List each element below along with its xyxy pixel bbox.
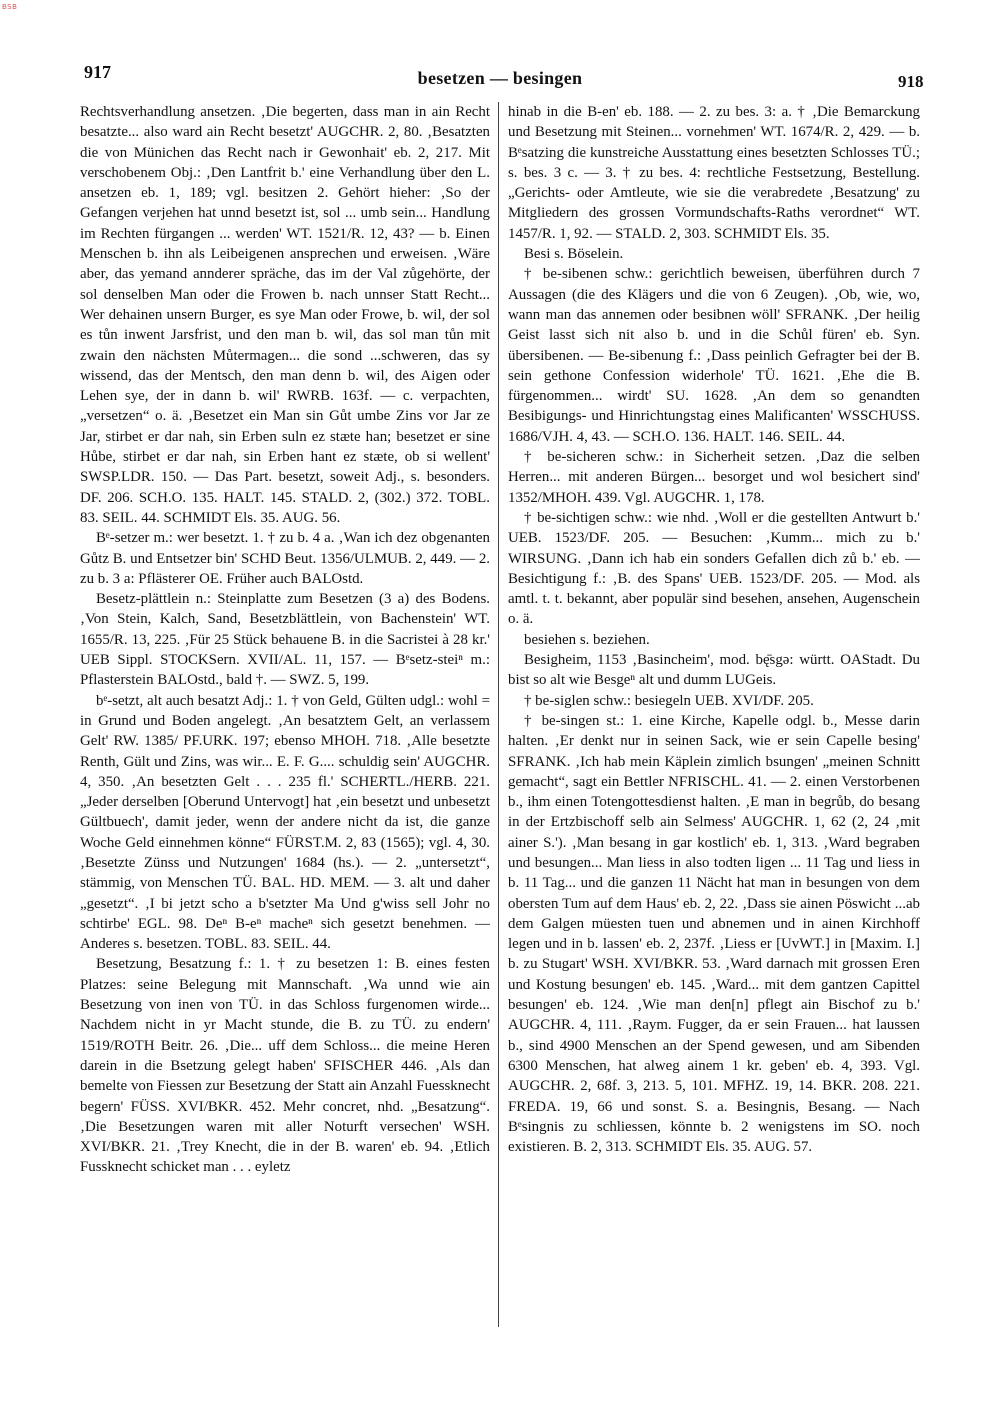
entry-paragraph: † be-singen st.: 1. eine Kirche, Kapelle odgl. b., Messe darin halten. ‚Er denkt nur in seinen Sack, wie er sein Capelle besing' SFRANK. ‚Ich hab mein Käplein zimlich bsungen' „meinen Schnitt gemacht“, sagt ein Bettler NFRISCHL. 41. — 2. einen Verstorbenen b., ihm einen Totengottesdienst halten. ‚E man in begrůb, do besang in der Ertzbischoff selb ain Selmess' AUGCHR. 1, 62 (2, 24 ‚mit ainer S.'). ‚Man besang in gar kostlich' eb. 1, 313. ‚Ward begraben und besungen... Man liess in also todten ligen ... 11 Tag und liess in b. 11 Tag... und die ganzen 11 Nächt hat man in besungen von dem obersten Tum auf dem Haus' eb. 2, 22. ‚Dass sie ainen Pöswicht ...ab dem Galgen müesten tuen und abnemen und in ainen Kirchhoff legen und in b. lassen' eb. 2, 237f. ‚Liess er [UvWT.] in [Maxim. I.] b. zu Stugart' WSH. XVI/BKR. 53. ‚Ward darnach mit grossen Eren und Kostung besungen' eb. 145. ‚Ward... mit dem gantzen Capittel besungen' eb. 124. ‚Wie man den[n] pflegt ain Bischof zu b.' AUGCHR. 4, 111. ‚Raym. Fugger, da er sein Frauen... hat laussen b., sind 4900 Menschen an der Spend gewesen, und am Sibenden 6300 Menschen, hat alweg ainem 1 kr. geben' eb. 4, 393. Vgl. AUGCHR. 2, 68f. 3, 213. 5, 101. MFHZ. 19, 14. BKR. 208. 221. FREDA. 19, 66 und sonst. S. a. Besingnis, Besang. — Nach Bᵉsingnis zu schliessen, könnte b. 2 wenigstens im SO. noch existieren. B. 2, 313. SCHMIDT Els. 35. AUG. 57. bbox=[508, 712, 920, 1156]
entry-paragraph: Besi s. Böselein. bbox=[524, 246, 624, 263]
entry-paragraph: Rechtsverhandlung ansetzen. ‚Die begerten, dass man in ain Recht besatzte... also ward ain Recht besetzt' AUGCHR. 2, 80. ‚Besatzten die von Münichen das Recht nach ir Gewonhait' eb. 2, 217. Mit verschobenem Obj.: ‚Den Lantfrit b.' eine Verhandlung über den L. ansetzen eb. 1, 189; vgl. besitzen 2. Gehört hieher: ‚So der Gefangen verjehen hat unnd besetzt ist, sol ... umb sein... Handlung im Rechten fürgangen ... werden' WT. 1521/R. 12, 43? — b. Einen Menschen b. ihn als Leibeigenen ansprechen und erweisen. ‚Wäre aber, das yemand annderer spräche, das im der Val zůgehörte, der sol denselben Man oder die Frowen b. nach unnser Statt Recht... Wer dehainen unsern Burger, es sye Man oder Frowe, b. wil, der sol es tůn inwent Jarsfrist, und den man b. wil, das sol man tůn mit zwain den nächsten Můtermagen... die sond ...schweren, das sy wissend, das der Mentsch, den man denn b. wil, des Aigen oder Lehen sye, der in dann b. wil' RWRB. 163f. — c. verpachten, „versetzen“ o. ä. ‚Besetzet ein Man sin Gůt umbe Zins vor Jar ze Jar, stirbet er dar nah, sin Erben suln ez stæte han; besetzet er sine Hůbe, stirbet er dar nah, sin Erben hant ez stæte, ob si wellent' SWSP.LDR. 150. — Das Part. besetzt, soweit Adj., s. besonders. DF. 206. SCH.O. 135. HALT. 145. STALD. 2, (302.) 372. TOBL. 83. SEIL. 44. SCHMIDT Els. 35. AUG. 56. bbox=[80, 104, 490, 526]
entry-paragraph: † be-siglen schw.: besiegeln UEB. XVI/DF. 205. bbox=[524, 692, 814, 709]
entry-paragraph: Bᵉ-setzer m.: wer besetzt. 1. † zu b. 4 a. ‚Wan ich dez obgenanten Gůtz B. und Entsetzer bin' SCHD Beut. 1356/ULMUB. 2, 449. — 2. zu b. 3 a: Pflästerer OE. Früher auch BALOstd. bbox=[80, 530, 490, 587]
page-number-left: 917 bbox=[84, 62, 111, 82]
entry-paragraph: Besigheim, 1153 ‚Basincheim', mod. bę̄sgə: württ. OAStadt. Du bist so alt wie Besgeⁿ alt und dumm LUGeis. bbox=[508, 652, 920, 689]
page-header bbox=[0, 58, 1000, 91]
entry-paragraph: † be-sibenen schw.: gerichtlich beweisen, überführen durch 7 Aussagen (die des Klägers und die von 6 Zeugen). ‚Ob, wie, wo, wann man das annemen oder besibnen wöll' SFRANK. ‚Der heilig Geist lasst sich nit also b. und in die Schůl füren' eb. Syn. übersibenen. — Be-sibenung f.: ‚Dass peinlich Gefragter bei der B. sein gethone Confession widerhole' TÜ. 1621. ‚Ehe die B. fürgenommen... wirdt' SU. 1628. ‚An dem so genandten Besibigungs- und Hinrichtungstag eines Malificanten' WSSCHUSS. 1686/VJH. 4, 43. — SCH.O. 136. HALT. 146. SEIL. 44. bbox=[508, 266, 920, 445]
running-headword: besetzen — besingen bbox=[417, 68, 583, 88]
entry-paragraph: † be-sicheren schw.: in Sicherheit setzen. ‚Daz die selben Herren... mit anderen Bürgen... besorget und wol besichert sind' 1352/MHOH. 439. Vgl. AUGCHR. 1, 178. bbox=[508, 449, 920, 506]
entry-paragraph: † be-sichtigen schw.: wie nhd. ‚Woll er die gestellten Antwurt b.' UEB. 1523/DF. 205. — Besuchen: ‚Kumm... mich zu b.' WIRSUNG. ‚Dann ich hab ein sonders Gefallen dich zů b.' eb. — Besichtigung f.: ‚B. des Spans' UEB. 1523/DF. 205. — Mod. als amtl. t. t. bekannt, aber populär sind besehen, ansehen, Augenschein o. ä. bbox=[508, 509, 920, 628]
entry-paragraph: besiehen s. beziehen. bbox=[524, 631, 650, 648]
left-column bbox=[80, 102, 490, 1330]
entry-paragraph: Besetzung, Besatzung f.: 1. † zu besetzen 1: B. eines festen Platzes: seine Belegung mit Mannschaft. ‚Wa unnd wie ain Besetzung von inen von TÜ. in das Schloss furgenomen wirde... Nachdem nicht in yr Macht stunde, die B. zu TÜ. zu endern' 1519/ROTH Beitr. 26. ‚Die... uff dem Schloss... die meine Heren darein in die Bsetzung gelegt haben' SFISCHER 446. ‚Als dan bemelte von Fiessen zur Besetzung der Statt ain Anzahl Fuessknecht begern' FÜSS. XVI/BKR. 452. Mehr concret, nhd. „Besatzung“. ‚Die Besetzungen waren mit aller Noturft versechen' WSH. XVI/BKR. 21. ‚Trey Knecht, die in der B. waren' eb. 94. ‚Etlich Fussknecht schicket man . . . eyletz bbox=[80, 956, 490, 1176]
entry-paragraph: bᵉ-setzt, alt auch besatzt Adj.: 1. † von Geld, Gülten udgl.: wohl = in Grund und Boden angelegt. ‚An besatztem Gelt, an verlassem Gelt' RW. 1385/ PF.URK. 197; ebenso MHOH. 718. ‚Alle besetzte Renth, Gült und Zins, was wir... E. F. G.... schuldig sein' AUGCHR. 4, 350. ‚An besetzten Gelt . . . 235 fl.' SCHERTL./HERB. 221. „Jeder derselben [Oberund Untervogt] hat ‚ein besetzt und unbesetzt Gültbuech', damit jeder, wenn der andere nicht da ist, die ganze Woche Geld einnehmen könne“ FÜRST.M. 2, 83 (1565); vgl. 4, 30. ‚Besetzte Zünss und Nutzungen' 1684 (hs.). — 2. „untersetzt“, stämmig, von Menschen TÜ. BAL. HD. MEM. — 3. alt und daher „gesetzt“. ‚I bi jetzt scho a b'setzter Ma Und g'wiss sell Johr no schtirbe' EGL. 98. Deⁿ B-eⁿ macheⁿ sich gesetzt benehmen. — Anderes s. besetzen. TOBL. 83. SEIL. 44. bbox=[80, 692, 490, 953]
page-number-right: 918 bbox=[898, 72, 924, 91]
column-divider bbox=[498, 102, 499, 1327]
right-column bbox=[508, 102, 920, 1330]
entry-paragraph: hinab in die B-en' eb. 188. — 2. zu bes. 3: a. † ‚Die Bemarckung und Besetzung mit Steinen... vornehmen' WT. 1674/R. 2, 429. — b. Bᵉsatzing die kunstreiche Ausstattung eines besetzten Schlosses TÜ.; s. bes. 3 c. — 3. † zu bes. 4: rechtliche Festsetzung, Bestellung. „Gerichts- oder Amtleute, wie sie die verabredete ‚Besatzung' zu Mitgliedern des grossen Vormundschafts-Raths verordnet“ WT. 1457/R. 1, 92. — STALD. 2, 303. SCHMIDT Els. 35. bbox=[508, 104, 920, 242]
library-stamp: BSB bbox=[2, 3, 18, 11]
entry-paragraph: Besetz-plättlein n.: Steinplatte zum Besetzen (3 a) des Bodens. ‚Von Stein, Kalch, Sand, Besetzblättlein, von Bachenstein' WT. 1655/R. 13, 225. ‚Für 25 Stück behauene B. in die Sacristei à 28 kr.' UEB Sippl. STOCKSern. XVII/AL. 11, 157. — Bᵉsetz-steiⁿ m.: Pflasterstein BALOstd., bald †. — SWZ. 5, 199. bbox=[80, 591, 490, 689]
